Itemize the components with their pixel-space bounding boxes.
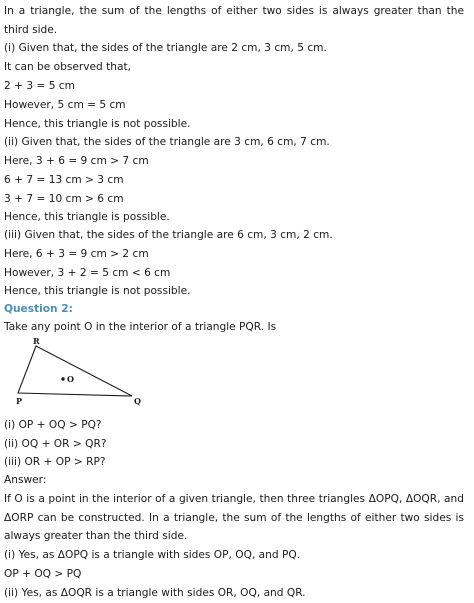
part-i-given: (i) Given that, the sides of the triangle are 2 cm, 3 cm, 5 cm. [4, 42, 327, 54]
point-o-marker [61, 377, 64, 380]
part-iii-equation-1: Here, 6 + 3 = 9 cm > 2 cm [4, 248, 149, 260]
part-ii-equation-2: 6 + 7 = 13 cm > 3 cm [4, 174, 124, 186]
question-2-prompt: Take any point O in the interior of a triangle PQR. Is [4, 321, 277, 333]
vertex-p-label: P [16, 396, 23, 406]
answer-i-inequality: OP + OQ > PQ [4, 568, 82, 580]
point-o-label: O [67, 374, 74, 384]
part-i-equation: 2 + 3 = 5 cm [4, 80, 75, 92]
part-i-observed: It can be observed that, [4, 61, 132, 73]
vertex-q-label: Q [134, 396, 141, 406]
part-i-conclusion: Hence, this triangle is not possible. [4, 118, 191, 130]
triangle-pqr [18, 346, 132, 396]
question-2-item-iii: (iii) OR + OP > RP? [4, 456, 106, 468]
part-ii-equation-1: Here, 3 + 6 = 9 cm > 7 cm [4, 155, 149, 167]
part-iii-conclusion: Hence, this triangle is not possible. [4, 285, 191, 297]
part-ii-conclusion: Hence, this triangle is possible. [4, 211, 170, 223]
part-iii-equation-2: However, 3 + 2 = 5 cm < 6 cm [4, 267, 171, 279]
question-2-item-ii: (ii) OQ + OR > QR? [4, 438, 107, 450]
question-2-heading: Question 2: [4, 303, 73, 315]
triangle-pqr-figure [14, 336, 150, 416]
part-ii-given: (ii) Given that, the sides of the triangle are 3 cm, 6 cm, 7 cm. [4, 136, 330, 148]
part-i-however: However, 5 cm = 5 cm [4, 99, 126, 111]
answer-i: (i) Yes, as ΔOPQ is a triangle with sides OP, OQ, and PQ. [4, 549, 301, 561]
vertex-r-label: R [33, 336, 40, 346]
question-2-item-i: (i) OP + OQ > PQ? [4, 419, 102, 431]
part-iii-given: (iii) Given that, the sides of the triangle are 6 cm, 3 cm, 2 cm. [4, 229, 333, 241]
intro-paragraph: In a triangle, the sum of the lengths of either two sides is always greater than the third side. [4, 5, 464, 36]
answer-ii: (ii) Yes, as ΔOQR is a triangle with sides OR, OQ, and QR. [4, 587, 306, 599]
part-ii-equation-3: 3 + 7 = 10 cm > 6 cm [4, 193, 124, 205]
answer-paragraph: If O is a point in the interior of a given triangle, then three triangles ΔOPQ, ΔOQR, and ΔORP can be constructed. In a triangle, the sum of the lengths of either two sides is always greater than the third side. [4, 493, 464, 543]
answer-label: Answer: [4, 474, 47, 486]
